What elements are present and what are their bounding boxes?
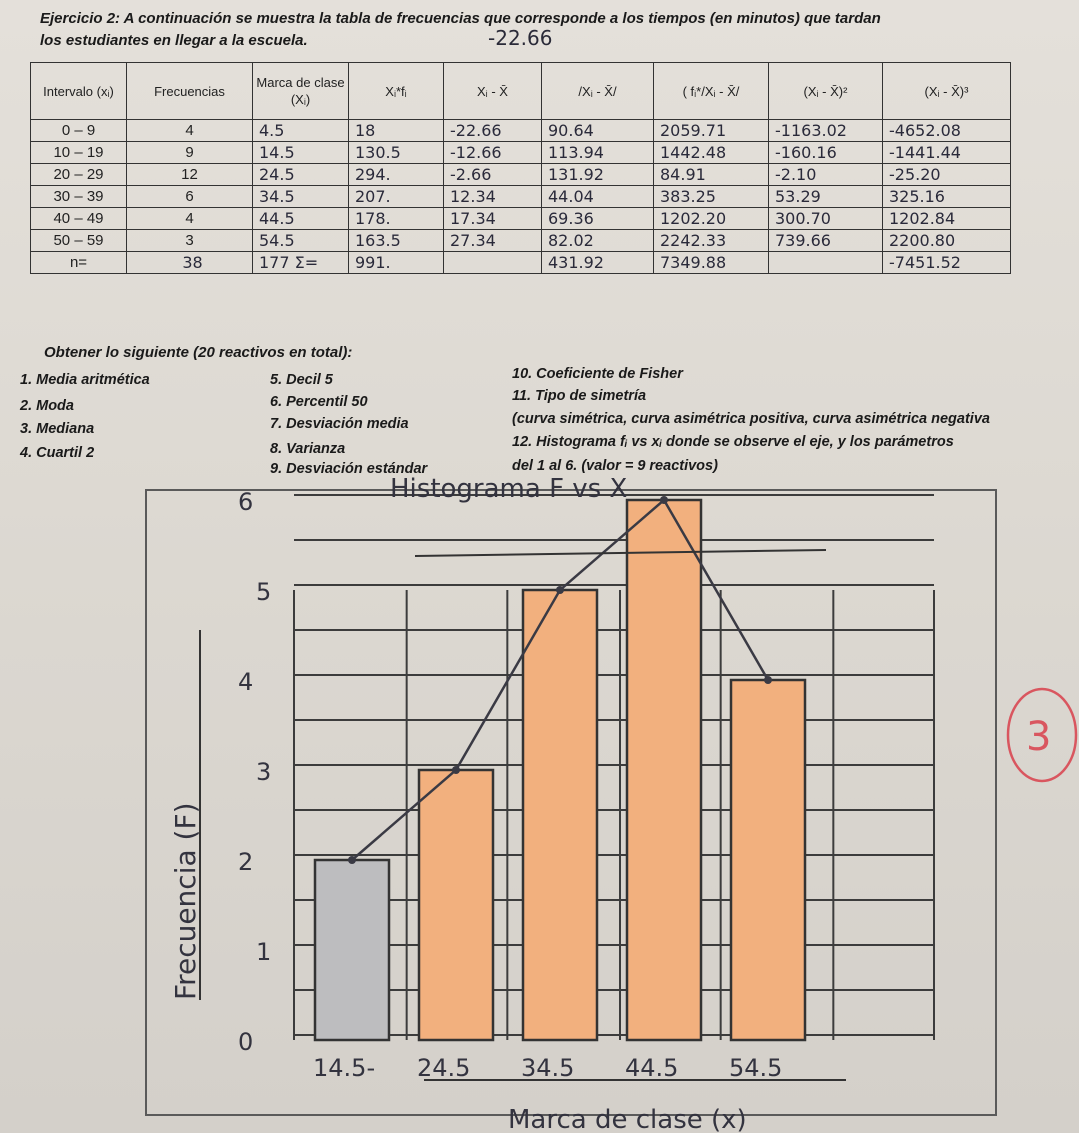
col-header: Xᵢ*fᵢ: [349, 63, 444, 120]
table-cell-cu: -4652.08: [883, 120, 1011, 142]
table-cell-dev: -22.66: [444, 120, 542, 142]
col-header: /Xᵢ - X̄/: [542, 63, 654, 120]
x-axis-ticks: [313, 1054, 782, 1082]
instruction-item: (curva simétrica, curva asimétrica positiva, curva asimétrica negativa: [512, 411, 990, 427]
table-cell-fabs: 2059.71: [654, 120, 769, 142]
table-cell-freq: 12: [127, 164, 253, 186]
y-tick-label: 1: [256, 938, 272, 966]
table-cell-cu: -1441.44: [883, 142, 1011, 164]
y-tick-label: 4: [238, 668, 254, 696]
instruction-item: del 1 al 6. (valor = 9 reactivos): [512, 458, 718, 474]
instruction-item: 6. Percentil 50: [270, 394, 368, 410]
table-cell-sq: 53.29: [769, 186, 883, 208]
y-tick-label: 0: [238, 1028, 254, 1056]
y-tick-label: 3: [256, 758, 272, 786]
table-cell-sq: -160.16: [769, 142, 883, 164]
table-cell-interval: 50 – 59: [31, 230, 127, 252]
instruction-item: 11. Tipo de simetría: [512, 388, 647, 404]
table-cell-freq: 4: [127, 208, 253, 230]
table-cell-fabs: 383.25: [654, 186, 769, 208]
table-cell-sq: 739.66: [769, 230, 883, 252]
col-header: Intervalo (xᵢ): [31, 63, 127, 120]
polygon-point: [660, 496, 668, 504]
table-cell-mark: 54.5: [253, 230, 349, 252]
instruction-item: 4. Cuartil 2: [20, 445, 95, 461]
table-cell-absdev: 131.92: [542, 164, 654, 186]
table-cell-interval: 40 – 49: [31, 208, 127, 230]
table-cell-freq: 6: [127, 186, 253, 208]
instruction-item: 5. Decil 5: [270, 372, 333, 388]
instructions-heading: Obtener lo siguiente (20 reactivos en total):: [44, 344, 353, 361]
table-cell-cu: 2200.80: [883, 230, 1011, 252]
histogram-bars: [315, 500, 805, 1040]
histogram-bar: [627, 500, 701, 1040]
table-cell-fabs: 84.91: [654, 164, 769, 186]
col-header: Frecuencias: [127, 63, 253, 120]
table-cell-dev: 17.34: [444, 208, 542, 230]
polygon-point: [452, 766, 460, 774]
table-cell-absdev: 82.02: [542, 230, 654, 252]
table-cell-xf: 130.5: [349, 142, 444, 164]
table-cell-sq: -2.10: [769, 164, 883, 186]
decorative-stroke: [415, 550, 826, 556]
table-cell-mark: 24.5: [253, 164, 349, 186]
col-header: (Xᵢ - X̄)³: [883, 63, 1011, 120]
table-cell-mark: 4.5: [253, 120, 349, 142]
statement-line-1: Ejercicio 2: A continuación se muestra la tabla de frecuencias que corresponde a los tiempos (en minutos) que tardan: [40, 10, 881, 27]
table-cell-mark: 44.5: [253, 208, 349, 230]
table-cell-absdev: 90.64: [542, 120, 654, 142]
table-cell-cu: -25.20: [883, 164, 1011, 186]
table-cell-cu: 1202.84: [883, 208, 1011, 230]
table-cell-freq: 9: [127, 142, 253, 164]
table-cell-dev: -2.66: [444, 164, 542, 186]
col-header: Marca de clase (Xᵢ): [253, 63, 349, 120]
score-mark: 3: [1026, 714, 1052, 760]
x-tick-label: 24.5: [417, 1054, 471, 1082]
x-tick-label: 44.5: [625, 1054, 679, 1082]
handwritten-mean-note: -22.66: [488, 26, 553, 50]
y-axis-ticks: [238, 488, 271, 1056]
total-cu: -7451.52: [883, 252, 1011, 274]
table-cell-dev: 12.34: [444, 186, 542, 208]
instruction-item: 1. Media aritmética: [20, 372, 150, 388]
table-cell-interval: 30 – 39: [31, 186, 127, 208]
total-fabs: 7349.88: [654, 252, 769, 274]
x-tick-label: 34.5: [521, 1054, 575, 1082]
table-cell-dev: -12.66: [444, 142, 542, 164]
table-cell-absdev: 44.04: [542, 186, 654, 208]
x-tick-label: 54.5: [729, 1054, 783, 1082]
table-cell-xf: 163.5: [349, 230, 444, 252]
y-tick-label: 6: [238, 488, 254, 516]
col-header: ( fᵢ*/Xᵢ - X̄/: [654, 63, 769, 120]
table-cell-mark: 14.5: [253, 142, 349, 164]
table-cell-mark: 34.5: [253, 186, 349, 208]
total-xf: 991.: [349, 252, 444, 274]
table-cell-absdev: 113.94: [542, 142, 654, 164]
y-tick-label: 2: [238, 848, 254, 876]
polygon-point: [764, 676, 772, 684]
x-axis-label: Marca de clase (x): [508, 1105, 747, 1133]
table-cell-sq: -1163.02: [769, 120, 883, 142]
table-cell-xf: 18: [349, 120, 444, 142]
instruction-item: 9. Desviación estándar: [270, 461, 428, 477]
table-cell-fabs: 2242.33: [654, 230, 769, 252]
table-cell-freq: 4: [127, 120, 253, 142]
x-tick-label: 14.5-: [313, 1054, 376, 1082]
col-header: Xᵢ - X̄: [444, 63, 542, 120]
table-cell-sq: 300.70: [769, 208, 883, 230]
instruction-item: 12. Histograma fᵢ vs xᵢ donde se observe el eje, y los parámetros: [512, 434, 954, 450]
table-cell-dev: 27.34: [444, 230, 542, 252]
y-tick-label: 5: [256, 578, 272, 606]
table-cell-interval: 10 – 19: [31, 142, 127, 164]
table-cell-xf: 207.: [349, 186, 444, 208]
table-cell-cu: 325.16: [883, 186, 1011, 208]
table-cell-interval: 20 – 29: [31, 164, 127, 186]
table-cell-fabs: 1202.20: [654, 208, 769, 230]
y-axis-label: Frecuencia (F): [169, 802, 202, 1000]
instruction-item: 8. Varianza: [270, 441, 346, 457]
table-cell-xf: 178.: [349, 208, 444, 230]
instruction-item: 7. Desviación media: [270, 416, 409, 432]
histogram-bar: [523, 590, 597, 1040]
table-cell-freq: 3: [127, 230, 253, 252]
table-cell-absdev: 69.36: [542, 208, 654, 230]
total-marks: 177 Σ=: [253, 252, 349, 274]
histogram-bar: [419, 770, 493, 1040]
instruction-item: 3. Mediana: [20, 421, 95, 437]
statement-line-2: los estudiantes en llegar a la escuela.: [40, 32, 308, 49]
table-cell-xf: 294.: [349, 164, 444, 186]
total-frequency: 38: [127, 252, 253, 274]
instruction-item: 10. Coeficiente de Fisher: [512, 366, 683, 382]
n-label: n=: [31, 252, 127, 274]
table-cell-interval: 0 – 9: [31, 120, 127, 142]
table-cell-fabs: 1442.48: [654, 142, 769, 164]
polygon-point: [556, 586, 564, 594]
total-absdev: 431.92: [542, 252, 654, 274]
instruction-item: 2. Moda: [20, 398, 74, 414]
col-header: (Xᵢ - X̄)²: [769, 63, 883, 120]
histogram-title: Histograma F vs X: [390, 474, 628, 504]
histogram-bar: [731, 680, 805, 1040]
histogram-bar: [315, 860, 389, 1040]
polygon-point: [348, 856, 356, 864]
